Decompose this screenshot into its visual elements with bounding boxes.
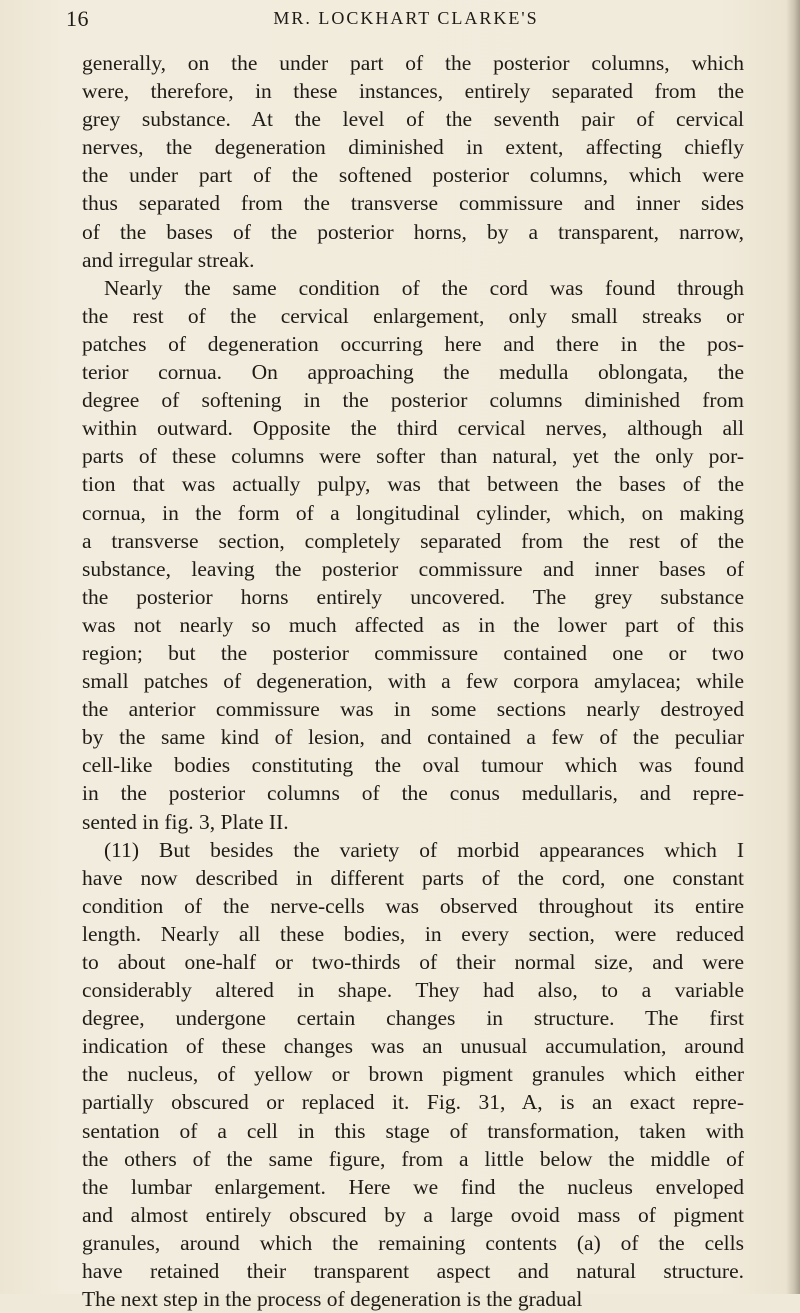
text-line: region; but the posterior commissure contained one or two [82, 640, 744, 665]
text-line: the under part of the softened posterior columns, which were [82, 163, 744, 188]
text-line: by the same kind of lesion, and contained a few of the peculiar [82, 725, 744, 750]
text-line: granules, around which the remaining contents (a) of the cells [82, 1230, 744, 1255]
running-head-title: MR. LOCKHART CLARKE'S [273, 8, 539, 28]
text-line: cornua, in the form of a longitudinal cylinder, which, on making [82, 500, 744, 525]
text-line: sentation of a cell in this stage of transformation, taken with [82, 1118, 744, 1143]
text-line: sented in fig. 3, Plate II. [82, 809, 289, 834]
text-line: thus separated from the transverse commissure and inner sides [82, 191, 744, 216]
text-line: The next step in the process of degeneration is the gradual [82, 1287, 583, 1312]
text-line: substance, leaving the posterior commissure and inner bases of [82, 556, 744, 581]
text-line: (11) But besides the variety of morbid appearances which I [104, 837, 744, 862]
body-text [82, 49, 744, 1313]
text-line: were, therefore, in these instances, entirely separated from the [82, 79, 744, 104]
text-line: in the posterior columns of the conus medullaris, and repre- [82, 781, 744, 806]
text-line: Nearly the same condition of the cord was found through [104, 275, 744, 300]
text-line: generally, on the under part of the posterior columns, which [82, 51, 744, 75]
text-line: degree of softening in the posterior columns diminished from [82, 388, 744, 413]
text-line: partially obscured or replaced it. Fig. 31, A, is an exact repre- [82, 1090, 744, 1115]
text-line: considerably altered in shape. They had also, to a variable [82, 978, 744, 1003]
text-line: tion that was actually pulpy, was that between the bases of the [82, 472, 744, 497]
text-line: to about one-half or two-thirds of their normal size, and were [82, 950, 744, 974]
text-line: patches of degeneration occurring here and there in the pos- [82, 331, 744, 356]
text-line: within outward. Opposite the third cervical nerves, although all [82, 416, 744, 441]
text-line: the posterior horns entirely uncovered. The grey substance [82, 584, 744, 609]
text-line: the anterior commissure was in some sections nearly destroyed [82, 697, 744, 722]
text-line: grey substance. At the level of the seventh pair of cervical [82, 107, 744, 132]
text-line: have retained their transparent aspect and natural structure. [82, 1259, 744, 1284]
text-line: the rest of the cervical enlargement, only small streaks or [82, 303, 744, 328]
text-line: was not nearly so much affected as in the lower part of this [82, 612, 744, 637]
text-line: the nucleus, of yellow or brown pigment granules which either [82, 1062, 744, 1087]
text-line: condition of the nerve-cells was observed throughout its entire [82, 893, 744, 918]
text-line: terior cornua. On approaching the medulla oblongata, the [82, 360, 744, 385]
text-line: the others of the same figure, from a little below the middle of [82, 1146, 744, 1171]
text-line: have now described in different parts of the cord, one constant [82, 865, 744, 890]
text-line: small patches of degeneration, with a few corpora amylacea; while [82, 669, 744, 694]
text-line: of the bases of the posterior horns, by a transparent, narrow, [82, 219, 744, 244]
text-line: degree, undergone certain changes in structure. The first [82, 1006, 744, 1031]
text-line: a transverse section, completely separated from the rest of the [82, 528, 744, 553]
text-line: the lumbar enlargement. Here we find the nucleus enveloped [82, 1174, 744, 1199]
text-line: indication of these changes was an unusual accumulation, around [82, 1034, 744, 1059]
text-line: parts of these columns were softer than natural, yet the only por- [82, 444, 744, 469]
running-head [66, 6, 746, 40]
text-line: length. Nearly all these bodies, in every section, were reduced [82, 921, 744, 946]
text-line: and almost entirely obscured by a large ovoid mass of pigment [82, 1202, 744, 1227]
text-line: cell-like bodies constituting the oval tumour which was found [82, 753, 744, 778]
page-edge-shadow [786, 0, 800, 1294]
page-number: 16 [66, 6, 89, 31]
text-line: and irregular streak. [82, 247, 255, 272]
text-line: nerves, the degeneration diminished in extent, affecting chiefly [82, 135, 744, 160]
